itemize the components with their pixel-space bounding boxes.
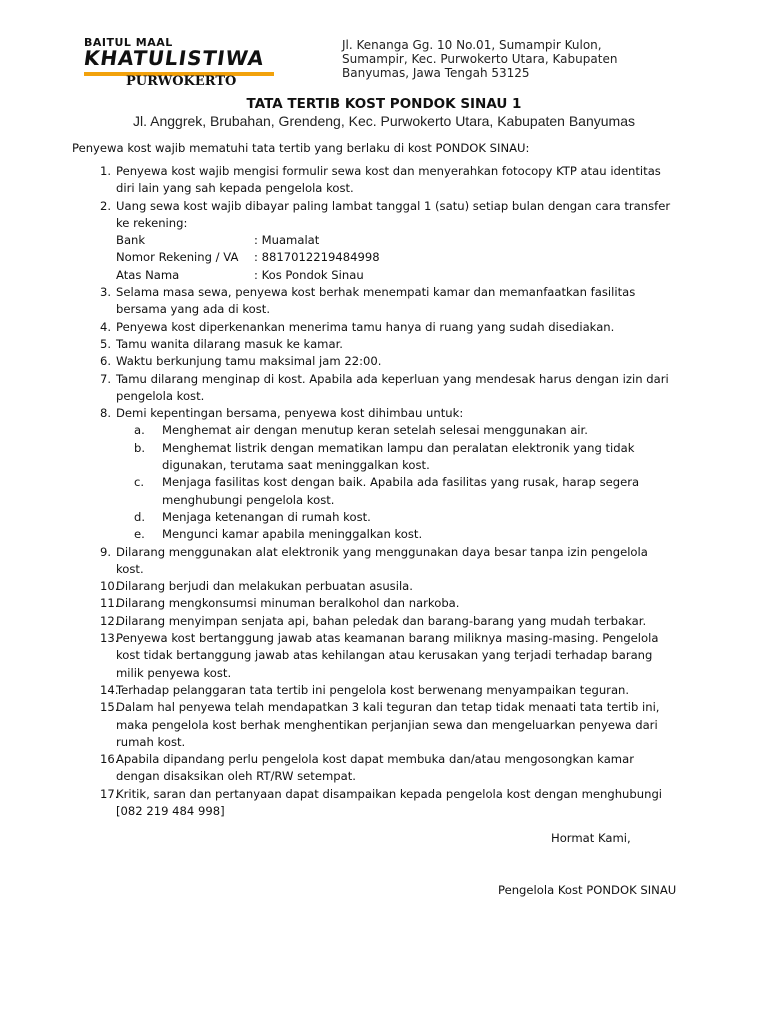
bank-row (116, 232, 697, 249)
rule-number-text: 17. (100, 786, 119, 801)
sub-item-line: Mengunci kamar apabila meninggalkan kost. (162, 527, 423, 542)
sub-item-line: menghubungi pengelola kost. (162, 492, 335, 507)
sub-item (134, 509, 697, 526)
rule-item (72, 336, 697, 353)
rule-item (72, 630, 697, 682)
rule-item (72, 613, 697, 630)
rule-line: Tamu wanita dilarang masuk ke kamar. (116, 336, 343, 351)
rule-line: Dilarang mengkonsumsi minuman beralkohol dan narkoba. (116, 596, 460, 611)
rule-line: Apabila dipandang perlu pengelola kost dapat membuka dan/atau mengosongkan kamar (116, 752, 634, 767)
rule-line: bersama yang ada di kost. (116, 302, 271, 317)
rule-number (72, 319, 116, 336)
rule-text (116, 578, 697, 595)
bank-label: Nomor Rekening / VA (116, 250, 239, 265)
rule-number-text: 13. (100, 631, 119, 646)
rule-item (72, 284, 697, 319)
sub-item-line: Menghemat air dengan menutup keran setelah selesai menggunakan air. (162, 423, 588, 438)
sub-item-text (162, 474, 697, 509)
rule-text (116, 353, 697, 370)
sub-item-line: Menjaga ketenangan di rumah kost. (162, 509, 371, 524)
rule-line: Selama masa sewa, penyewa kost berhak menempati kamar dan memanfaatkan fasilitas (116, 285, 636, 300)
rule-line: Dilarang menggunakan alat elektronik yang menggunakan daya besar tanpa izin pengelola (116, 544, 648, 559)
rule-number (72, 613, 119, 630)
rule-number-text: 5. (100, 336, 112, 351)
rule-number-text: 9. (100, 544, 112, 559)
doc-subtitle: Jl. Anggrek, Brubahan, Grendeng, Kec. Purwokerto Utara, Kabupaten Banyumas (133, 113, 635, 129)
rule-number (72, 284, 116, 319)
sub-item-letter: e. (134, 527, 145, 542)
rule-line: Penyewa kost wajib mengisi formulir sewa kost dan menyerahkan fotocopy KTP atau identitas (116, 164, 661, 178)
rule-line: Uang sewa kost wajib dibayar paling lambat tanggal 1 (satu) setiap bulan dengan cara transfer (116, 198, 671, 213)
rule-number (72, 198, 116, 284)
sub-item-line: digunakan, terutama saat meninggalkan kost. (162, 458, 430, 473)
rule-text (116, 163, 697, 198)
address-line: Sumampir, Kec. Purwokerto Utara, Kabupaten (342, 52, 618, 66)
rule-text (116, 371, 697, 406)
rule-line: maka pengelola kost berhak menghentikan perjanjian sewa dan mengeluarkan penyewa dari (116, 717, 658, 732)
rule-number (72, 163, 116, 198)
rule-number (72, 405, 116, 422)
rule-item (72, 544, 697, 579)
sub-item-text (162, 526, 697, 543)
bank-value: : Muamalat (254, 233, 320, 248)
rules-list (72, 163, 697, 820)
rule-text (116, 544, 697, 579)
sub-item (134, 440, 697, 475)
rule-item (72, 751, 697, 786)
rule-text (116, 630, 697, 682)
signature-text: Pengelola Kost PONDOK SINAU (498, 883, 677, 897)
sub-item-line: Menghemat listrik dengan mematikan lampu dan peralatan elektronik yang tidak (162, 440, 635, 455)
sub-item-letter: d. (134, 509, 146, 524)
logo-line3: PURWOKERTO (126, 74, 237, 89)
rule-item (72, 198, 697, 284)
rule-number-text: 14. (100, 682, 119, 697)
sub-item (134, 474, 697, 509)
sub-item-letter: b. (134, 440, 146, 455)
doc-title: TATA TERTIB KOST PONDOK SINAU 1 (246, 96, 522, 112)
bank-row (116, 267, 697, 284)
sub-item-text (162, 422, 697, 439)
rule-line: Dilarang menyimpan senjata api, bahan peledak dan barang-barang yang mudah terbakar. (116, 613, 647, 628)
sub-item-line: Menjaga fasilitas kost dengan baik. Apabila ada fasilitas yang rusak, harap segera (162, 475, 640, 490)
rule-number-text: 10. (100, 579, 119, 594)
rule-number (72, 595, 119, 612)
rule-line: Tamu dilarang menginap di kost. Apabila ada keperluan yang mendesak harus dengan izin dari (116, 371, 669, 386)
rule-text (116, 284, 697, 319)
rule-text (116, 751, 697, 786)
header-address (342, 38, 662, 80)
rule-number-text: 1. (100, 164, 112, 178)
rule-item (72, 353, 697, 370)
rule-number (72, 353, 116, 370)
rule-text (116, 405, 697, 422)
rule-line: Demi kepentingan bersama, penyewa kost dihimbau untuk: (116, 406, 464, 421)
rule-number (72, 682, 119, 699)
bank-row (116, 249, 697, 266)
rule-number-text: 3. (100, 285, 112, 300)
closing-text: Hormat Kami, (551, 831, 631, 845)
rule-line: ke rekening: (116, 215, 188, 230)
rule-line: kost tidak bertanggung jawab atas kehilangan atau kerusakan yang terjadi terhadap barang (116, 648, 653, 663)
rule-text (116, 336, 697, 353)
rule-text (116, 786, 697, 821)
address-line: Jl. Kenanga Gg. 10 No.01, Sumampir Kulon, (342, 38, 602, 52)
bank-value: : 8817012219484998 (254, 250, 380, 265)
logo-line2: KHATULISTIWA (82, 46, 267, 70)
rule-line: dengan disaksikan oleh RT/RW setempat. (116, 769, 356, 784)
rule-line: Terhadap pelanggaran tata tertib ini pengelola kost berwenang menyampaikan teguran. (116, 682, 630, 697)
rule-number (72, 786, 119, 821)
rule-number (72, 336, 116, 353)
rule-number-text: 4. (100, 319, 112, 334)
rule-number (72, 699, 119, 751)
sub-item (134, 526, 697, 543)
rule-item (72, 163, 697, 198)
rule-text (116, 682, 697, 699)
rule-line: Waktu berkunjung tamu maksimal jam 22:00. (116, 354, 382, 369)
rule-text (116, 595, 697, 612)
sub-item-text (162, 440, 697, 475)
sub-item-letter: c. (134, 475, 145, 490)
sub-item (134, 422, 697, 439)
rule-number (72, 751, 119, 786)
rule-item (72, 405, 697, 422)
rule-number-text: 6. (100, 354, 112, 369)
rule-item (72, 699, 697, 751)
rule-item (72, 578, 697, 595)
rule-number-text: 8. (100, 406, 112, 421)
bank-value: : Kos Pondok Sinau (254, 267, 364, 282)
bank-label: Atas Nama (116, 267, 180, 282)
rule-number (72, 578, 119, 595)
rule-text (116, 198, 697, 284)
rule-number-text: 11. (100, 596, 119, 611)
rule-number (72, 630, 119, 682)
logo (84, 36, 274, 92)
rule-line: Penyewa kost diperkenankan menerima tamu hanya di ruang yang sudah disediakan. (116, 319, 615, 334)
bank-label: Bank (116, 233, 146, 248)
rule-text (116, 613, 697, 630)
rule-line: Dilarang berjudi dan melakukan perbuatan asusila. (116, 579, 413, 594)
rule-line: Penyewa kost bertanggung jawab atas keamanan barang miliknya masing-masing. Pengelola (116, 631, 659, 646)
rule-number (72, 544, 116, 579)
rule-line: Kritik, saran dan pertanyaan dapat disampaikan kepada pengelola kost dengan menghubungi (116, 786, 663, 801)
rule-number-text: 2. (100, 198, 112, 213)
intro-text: Penyewa kost wajib mematuhi tata tertib yang berlaku di kost PONDOK SINAU: (72, 141, 530, 155)
address-line: Banyumas, Jawa Tengah 53125 (342, 66, 530, 80)
rule-item (72, 786, 697, 821)
rule-item (72, 371, 697, 406)
rule-text (116, 319, 697, 336)
rule-number-text: 15. (100, 700, 119, 715)
rule-line: diri lain yang sah kepada pengelola kost. (116, 181, 354, 196)
rule-text (116, 699, 697, 751)
sub-item-text (162, 509, 697, 526)
rule-line: [082 219 484 998] (116, 803, 225, 818)
rule-item (72, 595, 697, 612)
logo-line1: BAITUL MAAL (84, 36, 173, 49)
rule-line: Dalam hal penyewa telah mendapatkan 3 kali teguran dan tetap tidak menaati tata tertib ini, (116, 700, 660, 715)
rule-number-text: 12. (100, 613, 119, 628)
rule-line: pengelola kost. (116, 388, 205, 403)
rule-line: kost. (116, 561, 144, 576)
rule-item (72, 319, 697, 336)
rule-number-text: 7. (100, 371, 112, 386)
rule-number-text: 16. (100, 752, 119, 767)
rule-item (72, 682, 697, 699)
sub-item-letter: a. (134, 423, 145, 438)
rule-line: milik penyewa kost. (116, 665, 232, 680)
rule-number (72, 371, 116, 406)
rule-line: rumah kost. (116, 734, 186, 749)
